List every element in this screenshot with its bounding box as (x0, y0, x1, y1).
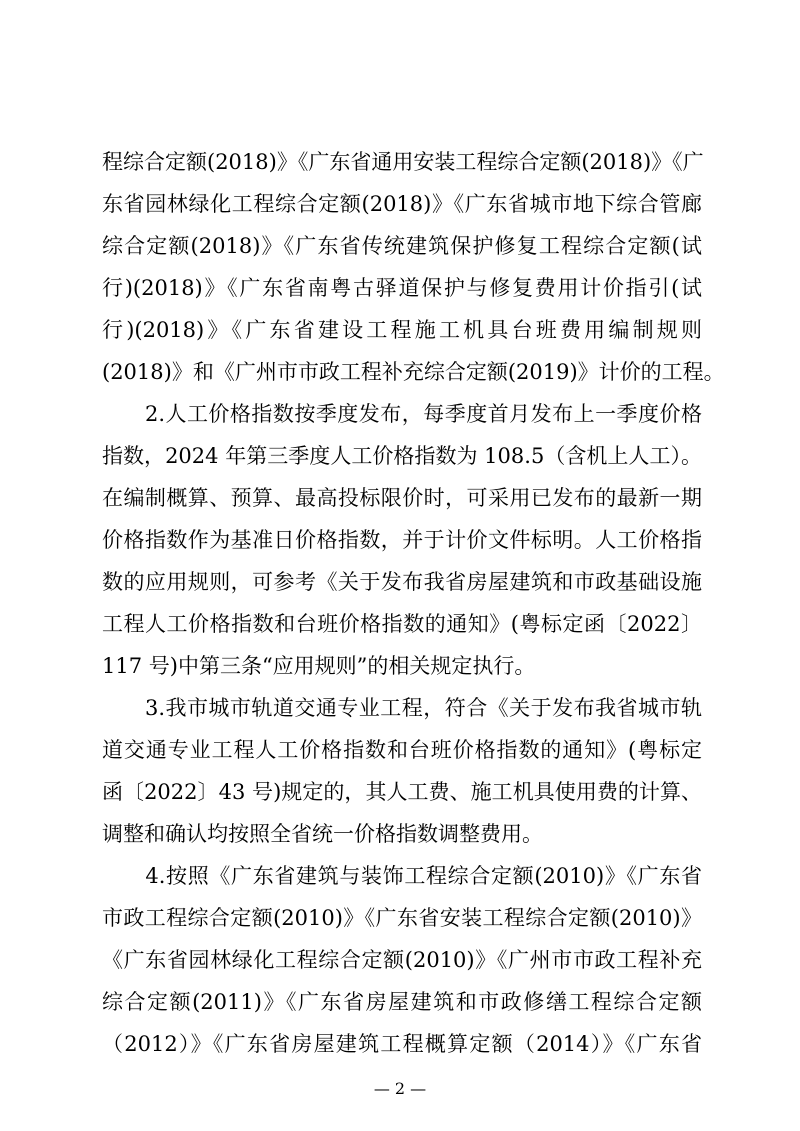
text-line-22: （2012）》《广东省房屋建筑工程概算定额（2014）》《广东省 (102, 1032, 702, 1056)
text-line-7: 2.人工价格指数按季度发布，每季度首月发布上一季度价格 (102, 402, 702, 426)
text-line-21: 综合定额(2011)》《广东省房屋建筑和市政修缮工程综合定额 (102, 990, 702, 1014)
text-line-14: 3.我市城市轨道交通专业工程，符合《关于发布我省城市轨 (102, 696, 702, 720)
text-line-6: (2018)》和《广州市市政工程补充综合定额(2019)》计价的工程。 (102, 360, 725, 384)
text-line-15: 道交通专业工程人工价格指数和台班价格指数的通知》(粤标定 (102, 738, 702, 762)
text-line-16: 函〔2022〕43 号)规定的，其人工费、施工机具使用费的计算、 (102, 780, 702, 804)
text-line-10: 价格指数作为基准日价格指数，并于计价文件标明。人工价格指 (102, 528, 702, 552)
text-line-4: 行)(2018)》《广东省南粤古驿道保护与修复费用计价指引(试 (102, 276, 702, 300)
text-line-8: 指数，2024 年第三季度人工价格指数为 108.5（含机上人工）。 (102, 444, 702, 468)
text-line-20: 《广东省园林绿化工程综合定额(2010)》《广州市市政工程补充 (102, 948, 702, 972)
text-line-12: 工程人工价格指数和台班价格指数的通知》(粤标定函〔2022〕 (102, 612, 702, 636)
text-line-9: 在编制概算、预算、最高投标限价时，可采用已发布的最新一期 (102, 486, 702, 510)
text-line-2: 东省园林绿化工程综合定额(2018)》《广东省城市地下综合管廊 (102, 192, 702, 216)
text-line-17: 调整和确认均按照全省统一价格指数调整费用。 (102, 822, 543, 846)
text-line-3: 综合定额(2018)》《广东省传统建筑保护修复工程综合定额(试 (102, 234, 702, 258)
text-line-13: 117 号)中第三条“应用规则”的相关规定执行。 (102, 654, 536, 678)
text-line-19: 市政工程综合定额(2010)》《广东省安装工程综合定额(2010)》 (102, 906, 702, 930)
page-number: — 2 — (373, 1079, 427, 1098)
text-line-1: 程综合定额(2018)》《广东省通用安装工程综合定额(2018)》《广 (102, 150, 704, 174)
text-line-5: 行)(2018)》《广东省建设工程施工机具台班费用编制规则 (102, 318, 702, 342)
text-line-18: 4.按照《广东省建筑与装饰工程综合定额(2010)》《广东省 (102, 864, 702, 888)
text-line-11: 数的应用规则，可参考《关于发布我省房屋建筑和市政基础设施 (102, 570, 702, 594)
